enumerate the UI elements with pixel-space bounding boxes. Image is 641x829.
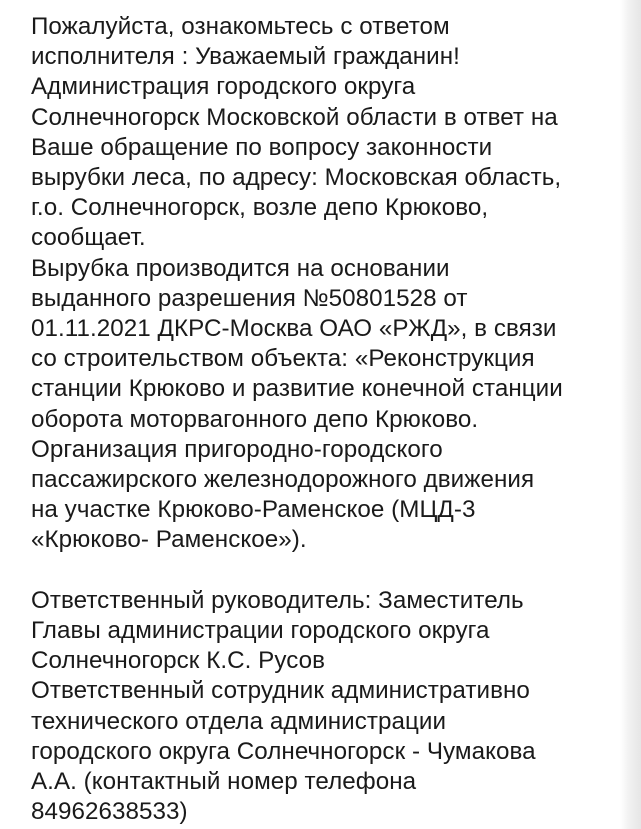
message-line: Ответственный руководитель: Заместитель bbox=[31, 586, 524, 614]
message-line: Ответственный сотрудник административно bbox=[31, 677, 530, 705]
message-line: станции Крюково и развитие конечной станции bbox=[31, 375, 563, 403]
message-text bbox=[31, 12, 631, 827]
paragraph-gap bbox=[31, 556, 631, 586]
message-line: вырубки леса, по адресу: Московская область, bbox=[31, 164, 562, 192]
message-line: Солнечногорск Московской области в ответ на bbox=[31, 103, 558, 131]
message-line: исполнителя : Уважаемый гражданин! bbox=[31, 43, 460, 71]
message-line: технического отдела администрации bbox=[31, 707, 447, 735]
message-line: г.о. Солнечногорск, возле депо Крюково, bbox=[31, 194, 489, 222]
message-line: Вырубка производится на основании bbox=[31, 254, 450, 282]
message-line: 01.11.2021 ДКРС-Москва ОАО «РЖД», в связи bbox=[31, 315, 557, 343]
message-line: Ваше обращение по вопросу законности bbox=[31, 133, 493, 161]
message-line: сообщает. bbox=[31, 224, 146, 252]
message-line: выданного разрешения №50801528 от bbox=[31, 284, 468, 312]
message-line: Солнечногорск К.С. Русов bbox=[31, 647, 326, 675]
message-line: Пожалуйста, ознакомьтесь с ответом bbox=[31, 13, 450, 40]
message-line: 84962638533) bbox=[31, 798, 188, 826]
message-line: на участке Крюково-Раменское (МЦД-3 bbox=[31, 496, 476, 524]
message-line: Организация пригородно-городского bbox=[31, 435, 443, 463]
message-line: оборота моторвагонного депо Крюково. bbox=[31, 405, 479, 433]
message-line: Главы администрации городского округа bbox=[31, 617, 490, 645]
message-line: городского округа Солнечногорск - Чумакова bbox=[31, 737, 536, 765]
message-line: пассажирского железнодорожного движения bbox=[31, 466, 535, 494]
message-line: со строительством объекта: «Реконструкция bbox=[31, 345, 535, 373]
message-line: Администрация городского округа bbox=[31, 73, 416, 101]
message-line: «Крюково- Раменское»). bbox=[31, 526, 307, 554]
message-line: А.А. (контактный номер телефона bbox=[31, 768, 417, 796]
